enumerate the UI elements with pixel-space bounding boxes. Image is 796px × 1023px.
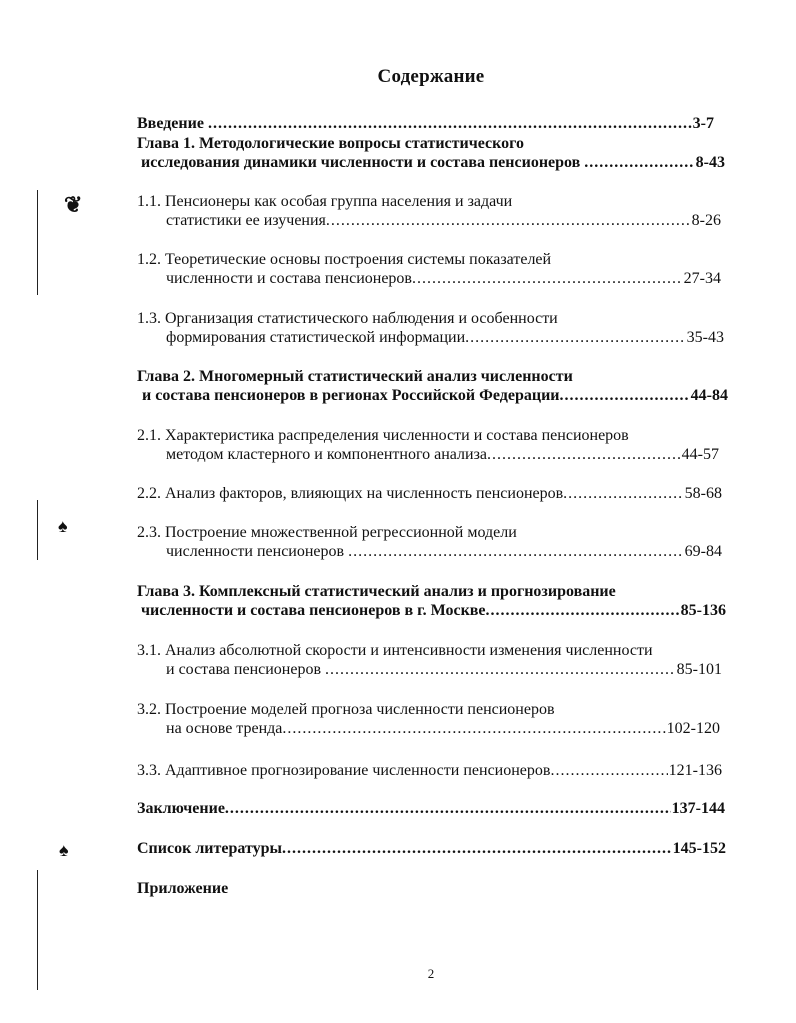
leader-dots	[465, 328, 686, 347]
toc-conclusion[interactable]: Заключение ..... 137-144	[137, 799, 725, 818]
margin-mark: ♠	[59, 840, 69, 860]
toc-s2-2[interactable]: 2.2. Анализ факторов, влияющих на численность пенсионеров ..... 58-68	[137, 484, 722, 503]
toc-chapter2[interactable]: и состава пенсионеров в регионах Российской Федерации ..... 44-84	[142, 386, 728, 405]
leader-dots	[326, 211, 691, 230]
toc-s3-1[interactable]: и состава пенсионеров ..... 85-101	[166, 660, 722, 679]
toc-intro[interactable]: Введение ..... 3-7	[137, 114, 714, 133]
leader-dots	[325, 660, 676, 679]
page-number: 2	[427, 966, 435, 981]
leader-dots	[348, 542, 684, 561]
toc-chapter3-line1: Глава 3. Комплексный статистический анализ и прогнозирование	[137, 583, 616, 600]
toc-chapter1[interactable]: исследования динамики численности и состава пенсионеров ..... 8-43	[141, 153, 725, 172]
toc-s2-1-line1: 2.1. Характеристика распределения численности и состава пенсионеров	[137, 427, 629, 444]
toc-references[interactable]: Список литературы ..... 145-152	[137, 839, 726, 858]
margin-mark: ❦	[64, 192, 83, 217]
toc-s3-3[interactable]: 3.3. Адаптивное прогнозирование численности пенсионеров ..... 121-136	[137, 761, 722, 780]
toc-s3-2-line1: 3.2. Построение моделей прогноза численности пенсионеров	[137, 701, 555, 718]
toc-s3-1-line1: 3.1. Анализ абсолютной скорости и интенсивности изменения численности	[137, 642, 653, 659]
toc-s2-1[interactable]: методом кластерного и компонентного анализа ..... 44-57	[166, 445, 719, 464]
toc-chapter3[interactable]: численности и состава пенсионеров в г. Москве ..... 85-136	[141, 601, 726, 620]
toc-s1-2[interactable]: численности и состава пенсионеров ..... 27-34	[166, 269, 721, 288]
leader-dots	[487, 445, 681, 464]
toc-s2-3[interactable]: численности пенсионеров ..... 69-84	[166, 542, 722, 561]
toc-s3-2[interactable]: на основе тренда ..... 102-120	[166, 719, 720, 738]
toc-appendix[interactable]: Приложение	[137, 880, 229, 897]
toc-s1-3-line1: 1.3. Организация статистического наблюдения и особенности	[137, 310, 558, 327]
margin-scan-line	[37, 190, 38, 295]
leader-dots	[282, 719, 665, 738]
leader-dots	[560, 386, 690, 405]
leader-dots	[584, 153, 694, 172]
toc-s1-1-line1: 1.1. Пенсионеры как особая группа населения и задачи	[137, 193, 513, 210]
leader-dots	[225, 799, 671, 818]
leader-dots	[486, 601, 680, 620]
margin-mark: ♠	[58, 516, 68, 536]
leader-dots	[412, 269, 683, 288]
toc-s1-1[interactable]: статистики ее изучения ..... 8-26	[166, 211, 721, 230]
toc-s2-3-line1: 2.3. Построение множественной регрессионной модели	[137, 524, 517, 541]
leader-dots	[563, 484, 684, 503]
leader-dots	[208, 114, 692, 133]
leader-dots	[550, 761, 667, 780]
leader-dots	[282, 839, 672, 858]
page-title: Содержание	[377, 66, 485, 87]
margin-scan-line	[37, 500, 38, 560]
toc-chapter1-line1: Глава 1. Методологические вопросы статистического	[137, 135, 525, 152]
toc-s1-3[interactable]: формирования статистической информации ..... 35-43	[166, 328, 724, 347]
toc-chapter2-line1: Глава 2. Многомерный статистический анализ численности	[137, 368, 573, 385]
toc-s1-2-line1: 1.2. Теоретические основы построения системы показателей	[137, 251, 552, 268]
